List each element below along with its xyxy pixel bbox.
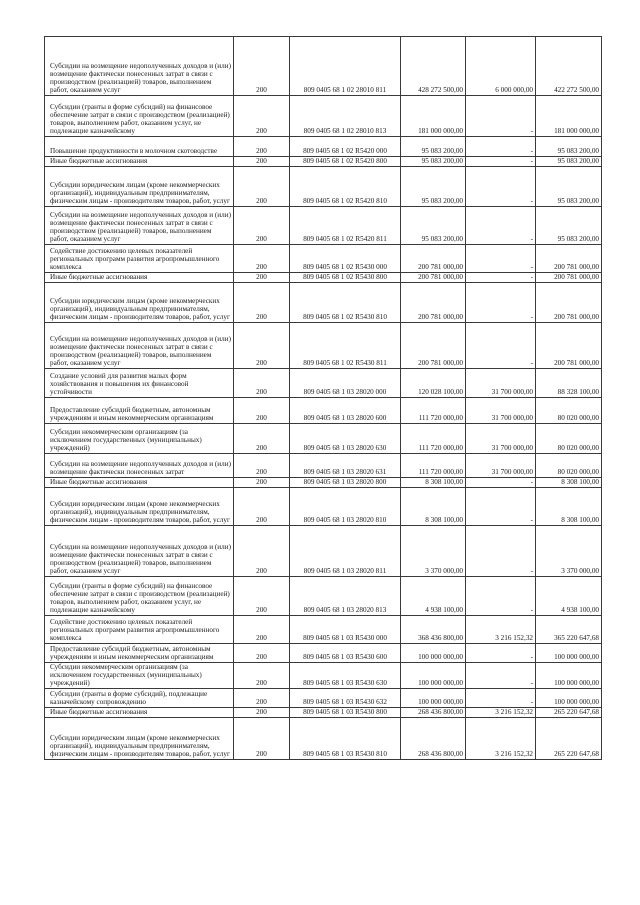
line-code: 200: [234, 37, 290, 96]
classification-code: 809 0405 68 1 03 28020 811: [290, 526, 401, 577]
classification-code: 809 0405 68 1 02 R5430 800: [290, 273, 401, 283]
line-code: 200: [234, 708, 290, 718]
budget-item-name: Субсидии (гранты в форме субсидий) на финансовое обеспечение затрат в связи с производством (реализацией) товаров, выполнением работ, оказанием услуг, не подлежащие казначейскому: [45, 577, 234, 616]
budget-item-name: Иные бюджетные ассигнования: [45, 478, 234, 488]
budget-item-name: Предоставление субсидий бюджетным, автономным учреждениям и иным некоммерческим организациям: [45, 644, 234, 663]
budget-item-name: Иные бюджетные ассигнования: [45, 273, 234, 283]
table-row: [45, 323, 602, 369]
line-code: 200: [234, 157, 290, 167]
line-code: 200: [234, 137, 290, 157]
classification-code: 809 0405 68 1 03 28020 810: [290, 488, 401, 526]
table-row: [45, 157, 602, 167]
total-amount: 100 000 000,00: [536, 689, 602, 708]
budget-item-name: Субсидии юридическим лицам (кроме некоммерческих организаций), индивидуальным предпринимателям, физическим лицам - производителям товаров, работ, услуг: [45, 718, 234, 760]
approved-amount: 268 436 800,00: [401, 708, 466, 718]
classification-code: 809 0405 68 1 02 R5420 000: [290, 137, 401, 157]
budget-table: [44, 36, 602, 760]
change-amount: 31 700 000,00: [466, 369, 536, 398]
classification-code: 809 0405 68 1 02 R5430 000: [290, 245, 401, 273]
line-code: 200: [234, 96, 290, 137]
change-amount: -: [466, 167, 536, 207]
classification-code: 809 0405 68 1 02 28010 813: [290, 96, 401, 137]
total-amount: 200 781 000,00: [536, 323, 602, 369]
change-amount: 3 216 152,32: [466, 616, 536, 644]
budget-item-name: Иные бюджетные ассигнования: [45, 157, 234, 167]
table-row: [45, 137, 602, 157]
total-amount: 8 308 100,00: [536, 478, 602, 488]
budget-item-name: Субсидии на возмещение недополученных доходов и (или) возмещение фактически понесенных затрат в связи с производством (реализацией) товаров, выполнением работ, оказанием услуг: [45, 207, 234, 245]
change-amount: -: [466, 273, 536, 283]
approved-amount: 95 083 200,00: [401, 167, 466, 207]
table-row: [45, 245, 602, 273]
total-amount: 200 781 000,00: [536, 245, 602, 273]
approved-amount: 368 436 800,00: [401, 616, 466, 644]
total-amount: 80 020 000,00: [536, 454, 602, 478]
classification-code: 809 0405 68 1 03 R5430 000: [290, 616, 401, 644]
change-amount: -: [466, 96, 536, 137]
classification-code: 809 0405 68 1 03 28020 600: [290, 398, 401, 424]
table-row: [45, 283, 602, 323]
change-amount: -: [466, 488, 536, 526]
table-row: [45, 207, 602, 245]
approved-amount: 4 938 100,00: [401, 577, 466, 616]
line-code: 200: [234, 245, 290, 273]
line-code: 200: [234, 689, 290, 708]
budget-item-name: Субсидии некоммерческим организациям (за исключением государственных (муниципальных) учреждений): [45, 424, 234, 454]
approved-amount: 8 308 100,00: [401, 478, 466, 488]
approved-amount: 428 272 500,00: [401, 37, 466, 96]
classification-code: 809 0405 68 1 03 28020 630: [290, 424, 401, 454]
line-code: 200: [234, 663, 290, 689]
line-code: 200: [234, 167, 290, 207]
table-row: [45, 616, 602, 644]
approved-amount: 3 370 000,00: [401, 526, 466, 577]
change-amount: 31 700 000,00: [466, 424, 536, 454]
table-row: [45, 526, 602, 577]
budget-table-body: [45, 37, 602, 760]
line-code: 200: [234, 526, 290, 577]
classification-code: 809 0405 68 1 03 28020 000: [290, 369, 401, 398]
total-amount: 95 083 200,00: [536, 207, 602, 245]
table-row: [45, 663, 602, 689]
classification-code: 809 0405 68 1 03 R5430 630: [290, 663, 401, 689]
line-code: 200: [234, 207, 290, 245]
table-row: [45, 708, 602, 718]
budget-item-name: Создание условий для развития малых форм хозяйствования и повышения их финансовой устойчивости: [45, 369, 234, 398]
change-amount: 3 216 152,32: [466, 708, 536, 718]
table-row: [45, 273, 602, 283]
total-amount: 200 781 000,00: [536, 273, 602, 283]
approved-amount: 100 000 000,00: [401, 689, 466, 708]
change-amount: 31 700 000,00: [466, 398, 536, 424]
table-row: [45, 167, 602, 207]
approved-amount: 268 436 800,00: [401, 718, 466, 760]
total-amount: 95 083 200,00: [536, 157, 602, 167]
approved-amount: 100 000 000,00: [401, 644, 466, 663]
classification-code: 809 0405 68 1 03 28020 631: [290, 454, 401, 478]
classification-code: 809 0405 68 1 03 28020 800: [290, 478, 401, 488]
budget-item-name: Субсидии (гранты в форме субсидий), подлежащие казначейскому сопровождению: [45, 689, 234, 708]
table-row: [45, 369, 602, 398]
table-row: [45, 454, 602, 478]
change-amount: -: [466, 283, 536, 323]
approved-amount: 111 720 000,00: [401, 454, 466, 478]
line-code: 200: [234, 369, 290, 398]
classification-code: 809 0405 68 1 02 R5420 800: [290, 157, 401, 167]
change-amount: 3 216 152,32: [466, 718, 536, 760]
total-amount: 422 272 500,00: [536, 37, 602, 96]
approved-amount: 200 781 000,00: [401, 323, 466, 369]
line-code: 200: [234, 488, 290, 526]
classification-code: 809 0405 68 1 03 R5430 632: [290, 689, 401, 708]
approved-amount: 200 781 000,00: [401, 273, 466, 283]
budget-item-name: Субсидии на возмещение недополученных доходов и (или) возмещение фактически понесенных затрат: [45, 454, 234, 478]
budget-item-name: Субсидии юридическим лицам (кроме некоммерческих организаций), индивидуальным предпринимателям, физическим лицам - производителям товаров, работ, услуг: [45, 167, 234, 207]
classification-code: 809 0405 68 1 02 R5420 811: [290, 207, 401, 245]
line-code: 200: [234, 283, 290, 323]
change-amount: -: [466, 245, 536, 273]
change-amount: -: [466, 663, 536, 689]
budget-table-page: [44, 36, 601, 760]
line-code: 200: [234, 616, 290, 644]
change-amount: -: [466, 137, 536, 157]
change-amount: -: [466, 644, 536, 663]
change-amount: -: [466, 207, 536, 245]
total-amount: 181 000 000,00: [536, 96, 602, 137]
total-amount: 365 220 647,68: [536, 616, 602, 644]
approved-amount: 200 781 000,00: [401, 245, 466, 273]
classification-code: 809 0405 68 1 03 R5430 600: [290, 644, 401, 663]
total-amount: 3 370 000,00: [536, 526, 602, 577]
change-amount: 31 700 000,00: [466, 454, 536, 478]
line-code: 200: [234, 424, 290, 454]
approved-amount: 95 083 200,00: [401, 157, 466, 167]
line-code: 200: [234, 644, 290, 663]
change-amount: -: [466, 157, 536, 167]
total-amount: 4 938 100,00: [536, 577, 602, 616]
total-amount: 265 220 647,68: [536, 708, 602, 718]
classification-code: 809 0405 68 1 03 28020 813: [290, 577, 401, 616]
change-amount: 6 000 000,00: [466, 37, 536, 96]
classification-code: 809 0405 68 1 02 R5430 811: [290, 323, 401, 369]
change-amount: -: [466, 478, 536, 488]
total-amount: 200 781 000,00: [536, 283, 602, 323]
approved-amount: 100 000 000,00: [401, 663, 466, 689]
budget-item-name: Предоставление субсидий бюджетным, автономным учреждениям и иным некоммерческим организациям: [45, 398, 234, 424]
table-row: [45, 689, 602, 708]
classification-code: 809 0405 68 1 03 R5430 800: [290, 708, 401, 718]
total-amount: 80 020 000,00: [536, 398, 602, 424]
table-row: [45, 488, 602, 526]
classification-code: 809 0405 68 1 02 28010 811: [290, 37, 401, 96]
total-amount: 100 000 000,00: [536, 663, 602, 689]
classification-code: 809 0405 68 1 02 R5420 810: [290, 167, 401, 207]
budget-item-name: Содействие достижению целевых показателей региональных программ развития агропромышленного комплекса: [45, 616, 234, 644]
line-code: 200: [234, 478, 290, 488]
total-amount: 100 000 000,00: [536, 644, 602, 663]
approved-amount: 8 308 100,00: [401, 488, 466, 526]
total-amount: 8 308 100,00: [536, 488, 602, 526]
approved-amount: 111 720 000,00: [401, 398, 466, 424]
budget-item-name: Содействие достижению целевых показателей региональных программ развития агропромышленного комплекса: [45, 245, 234, 273]
line-code: 200: [234, 718, 290, 760]
table-row: [45, 37, 602, 96]
table-row: [45, 96, 602, 137]
classification-code: 809 0405 68 1 02 R5430 810: [290, 283, 401, 323]
table-row: [45, 718, 602, 760]
approved-amount: 120 028 100,00: [401, 369, 466, 398]
total-amount: 95 083 200,00: [536, 167, 602, 207]
table-row: [45, 398, 602, 424]
line-code: 200: [234, 398, 290, 424]
budget-item-name: Субсидии на возмещение недополученных доходов и (или) возмещение фактически понесенных затрат в связи с производством (реализацией) товаров, выполнением работ, оказанием услуг: [45, 37, 234, 96]
total-amount: 88 328 100,00: [536, 369, 602, 398]
budget-item-name: Субсидии на возмещение недополученных доходов и (или) возмещение фактически понесенных затрат в связи с производством (реализацией) товаров, выполнением работ, оказанием услуг: [45, 323, 234, 369]
approved-amount: 181 000 000,00: [401, 96, 466, 137]
table-row: [45, 577, 602, 616]
classification-code: 809 0405 68 1 03 R5430 810: [290, 718, 401, 760]
budget-item-name: Субсидии некоммерческим организациям (за исключением государственных (муниципальных) учреждений): [45, 663, 234, 689]
total-amount: 265 220 647,68: [536, 718, 602, 760]
line-code: 200: [234, 323, 290, 369]
table-row: [45, 644, 602, 663]
total-amount: 80 020 000,00: [536, 424, 602, 454]
budget-item-name: Иные бюджетные ассигнования: [45, 708, 234, 718]
budget-item-name: Субсидии на возмещение недополученных доходов и (или) возмещение фактически понесенных затрат в связи с производством (реализацией) товаров, выполнением работ, оказанием услуг: [45, 526, 234, 577]
budget-item-name: Субсидии юридическим лицам (кроме некоммерческих организаций), индивидуальным предпринимателям, физическим лицам - производителям товаров, работ, услуг: [45, 283, 234, 323]
budget-item-name: Повышение продуктивности в молочном скотоводстве: [45, 137, 234, 157]
approved-amount: 95 083 200,00: [401, 137, 466, 157]
change-amount: -: [466, 689, 536, 708]
line-code: 200: [234, 454, 290, 478]
total-amount: 95 083 200,00: [536, 137, 602, 157]
table-row: [45, 424, 602, 454]
change-amount: -: [466, 323, 536, 369]
change-amount: -: [466, 577, 536, 616]
change-amount: -: [466, 526, 536, 577]
approved-amount: 111 720 000,00: [401, 424, 466, 454]
table-row: [45, 478, 602, 488]
line-code: 200: [234, 577, 290, 616]
line-code: 200: [234, 273, 290, 283]
approved-amount: 200 781 000,00: [401, 283, 466, 323]
budget-item-name: Субсидии (гранты в форме субсидий) на финансовое обеспечение затрат в связи с производством (реализацией) товаров, выполнением работ, оказанием услуг, не подлежащие казначейскому: [45, 96, 234, 137]
approved-amount: 95 083 200,00: [401, 207, 466, 245]
budget-item-name: Субсидии юридическим лицам (кроме некоммерческих организаций), индивидуальным предпринимателям, физическим лицам - производителям товаров, работ, услуг: [45, 488, 234, 526]
